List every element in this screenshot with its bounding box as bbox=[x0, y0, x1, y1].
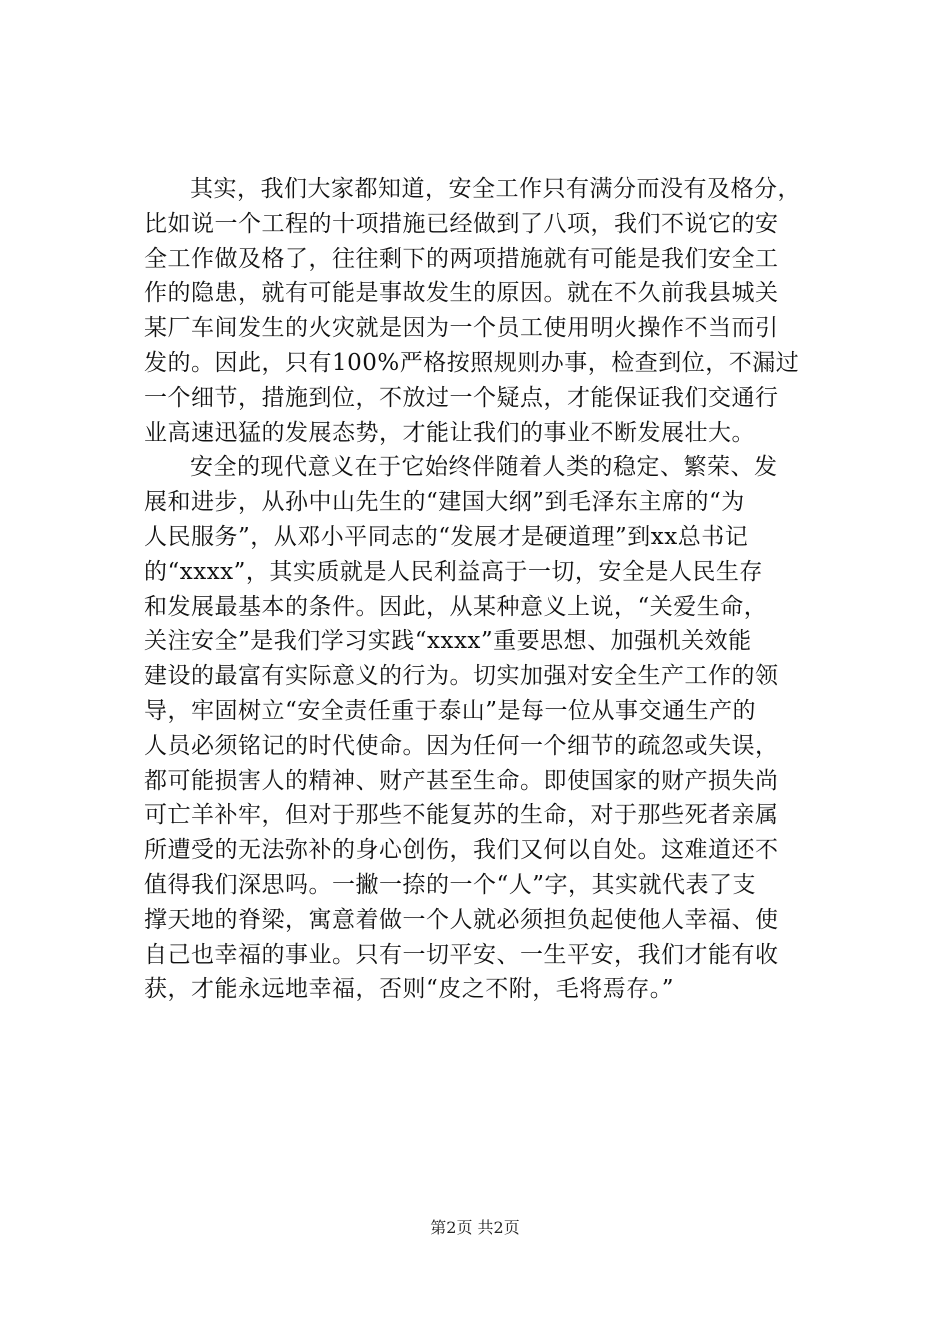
text-line: 发的。因此，只有100%严格按照规则办事，检查到位，不漏过 bbox=[144, 349, 800, 376]
text-line: 安全的现代意义在于它始终伴随着人类的稳定、繁荣、发 bbox=[190, 454, 778, 481]
text-line: 都可能损害人的精神、财产甚至生命。即使国家的财产损失尚 bbox=[144, 767, 779, 794]
document-body bbox=[144, 172, 812, 1007]
text-line: 和发展最基本的条件。因此，从某种意义上说，“关爱生命， bbox=[144, 593, 768, 620]
text-line: 人员必须铭记的时代使命。因为任何一个细节的疏忽或失误， bbox=[144, 732, 779, 759]
text-line: 人民服务”，从邓小平同志的“发展才是硬道理”到xx总书记 bbox=[144, 523, 749, 550]
page-number-label: 第2页 共2页 bbox=[430, 1218, 520, 1237]
text-line: 一个细节，措施到位，不放过一个疑点，才能保证我们交通行 bbox=[144, 384, 779, 411]
text-line: 展和进步，从孙中山先生的“建国大纲”到毛泽东主席的“为 bbox=[144, 489, 745, 516]
text-line: 作的隐患，就有可能是事故发生的原因。就在不久前我县城关 bbox=[144, 280, 779, 307]
text-line: 全工作做及格了，往往剩下的两项措施就有可能是我们安全工 bbox=[144, 245, 779, 272]
text-line: 所遭受的无法弥补的身心创伤，我们又何以自处。这难道还不 bbox=[144, 837, 779, 864]
text-line: 获，才能永远地幸福，否则“皮之不附，毛将焉存。” bbox=[144, 976, 675, 1003]
text-line: 的“xxxx”，其实质就是人民利益高于一切，安全是人民生存 bbox=[144, 558, 763, 585]
paragraph-1 bbox=[144, 172, 812, 450]
text-line: 值得我们深思吗。一撇一捺的一个“人”字，其实就代表了支 bbox=[144, 871, 757, 898]
text-line: 业高速迅猛的发展态势，才能让我们的事业不断发展壮大。 bbox=[144, 419, 755, 446]
text-line: 比如说一个工程的十项措施已经做到了八项，我们不说它的安 bbox=[144, 210, 779, 237]
text-line: 关注安全”是我们学习实践“xxxx”重要思想、加强机关效能 bbox=[144, 628, 752, 655]
text-line: 自己也幸福的事业。只有一切平安、一生平安，我们才能有收 bbox=[144, 941, 779, 968]
page-footer bbox=[0, 1215, 950, 1238]
text-line: 其实，我们大家都知道，安全工作只有满分而没有及格分， bbox=[190, 176, 801, 202]
text-line: 某厂车间发生的火灾就是因为一个员工使用明火操作不当而引 bbox=[144, 315, 779, 342]
text-line: 撑天地的脊梁，寓意着做一个人就必须担负起使他人幸福、使 bbox=[144, 906, 779, 933]
paragraph-2 bbox=[144, 450, 812, 1007]
text-line: 建设的最富有实际意义的行为。切实加强对安全生产工作的领 bbox=[144, 663, 779, 690]
text-line: 可亡羊补牢，但对于那些不能复苏的生命，对于那些死者亲属 bbox=[144, 802, 779, 829]
text-line: 导，牢固树立“安全责任重于泰山”是每一位从事交通生产的 bbox=[144, 697, 757, 724]
